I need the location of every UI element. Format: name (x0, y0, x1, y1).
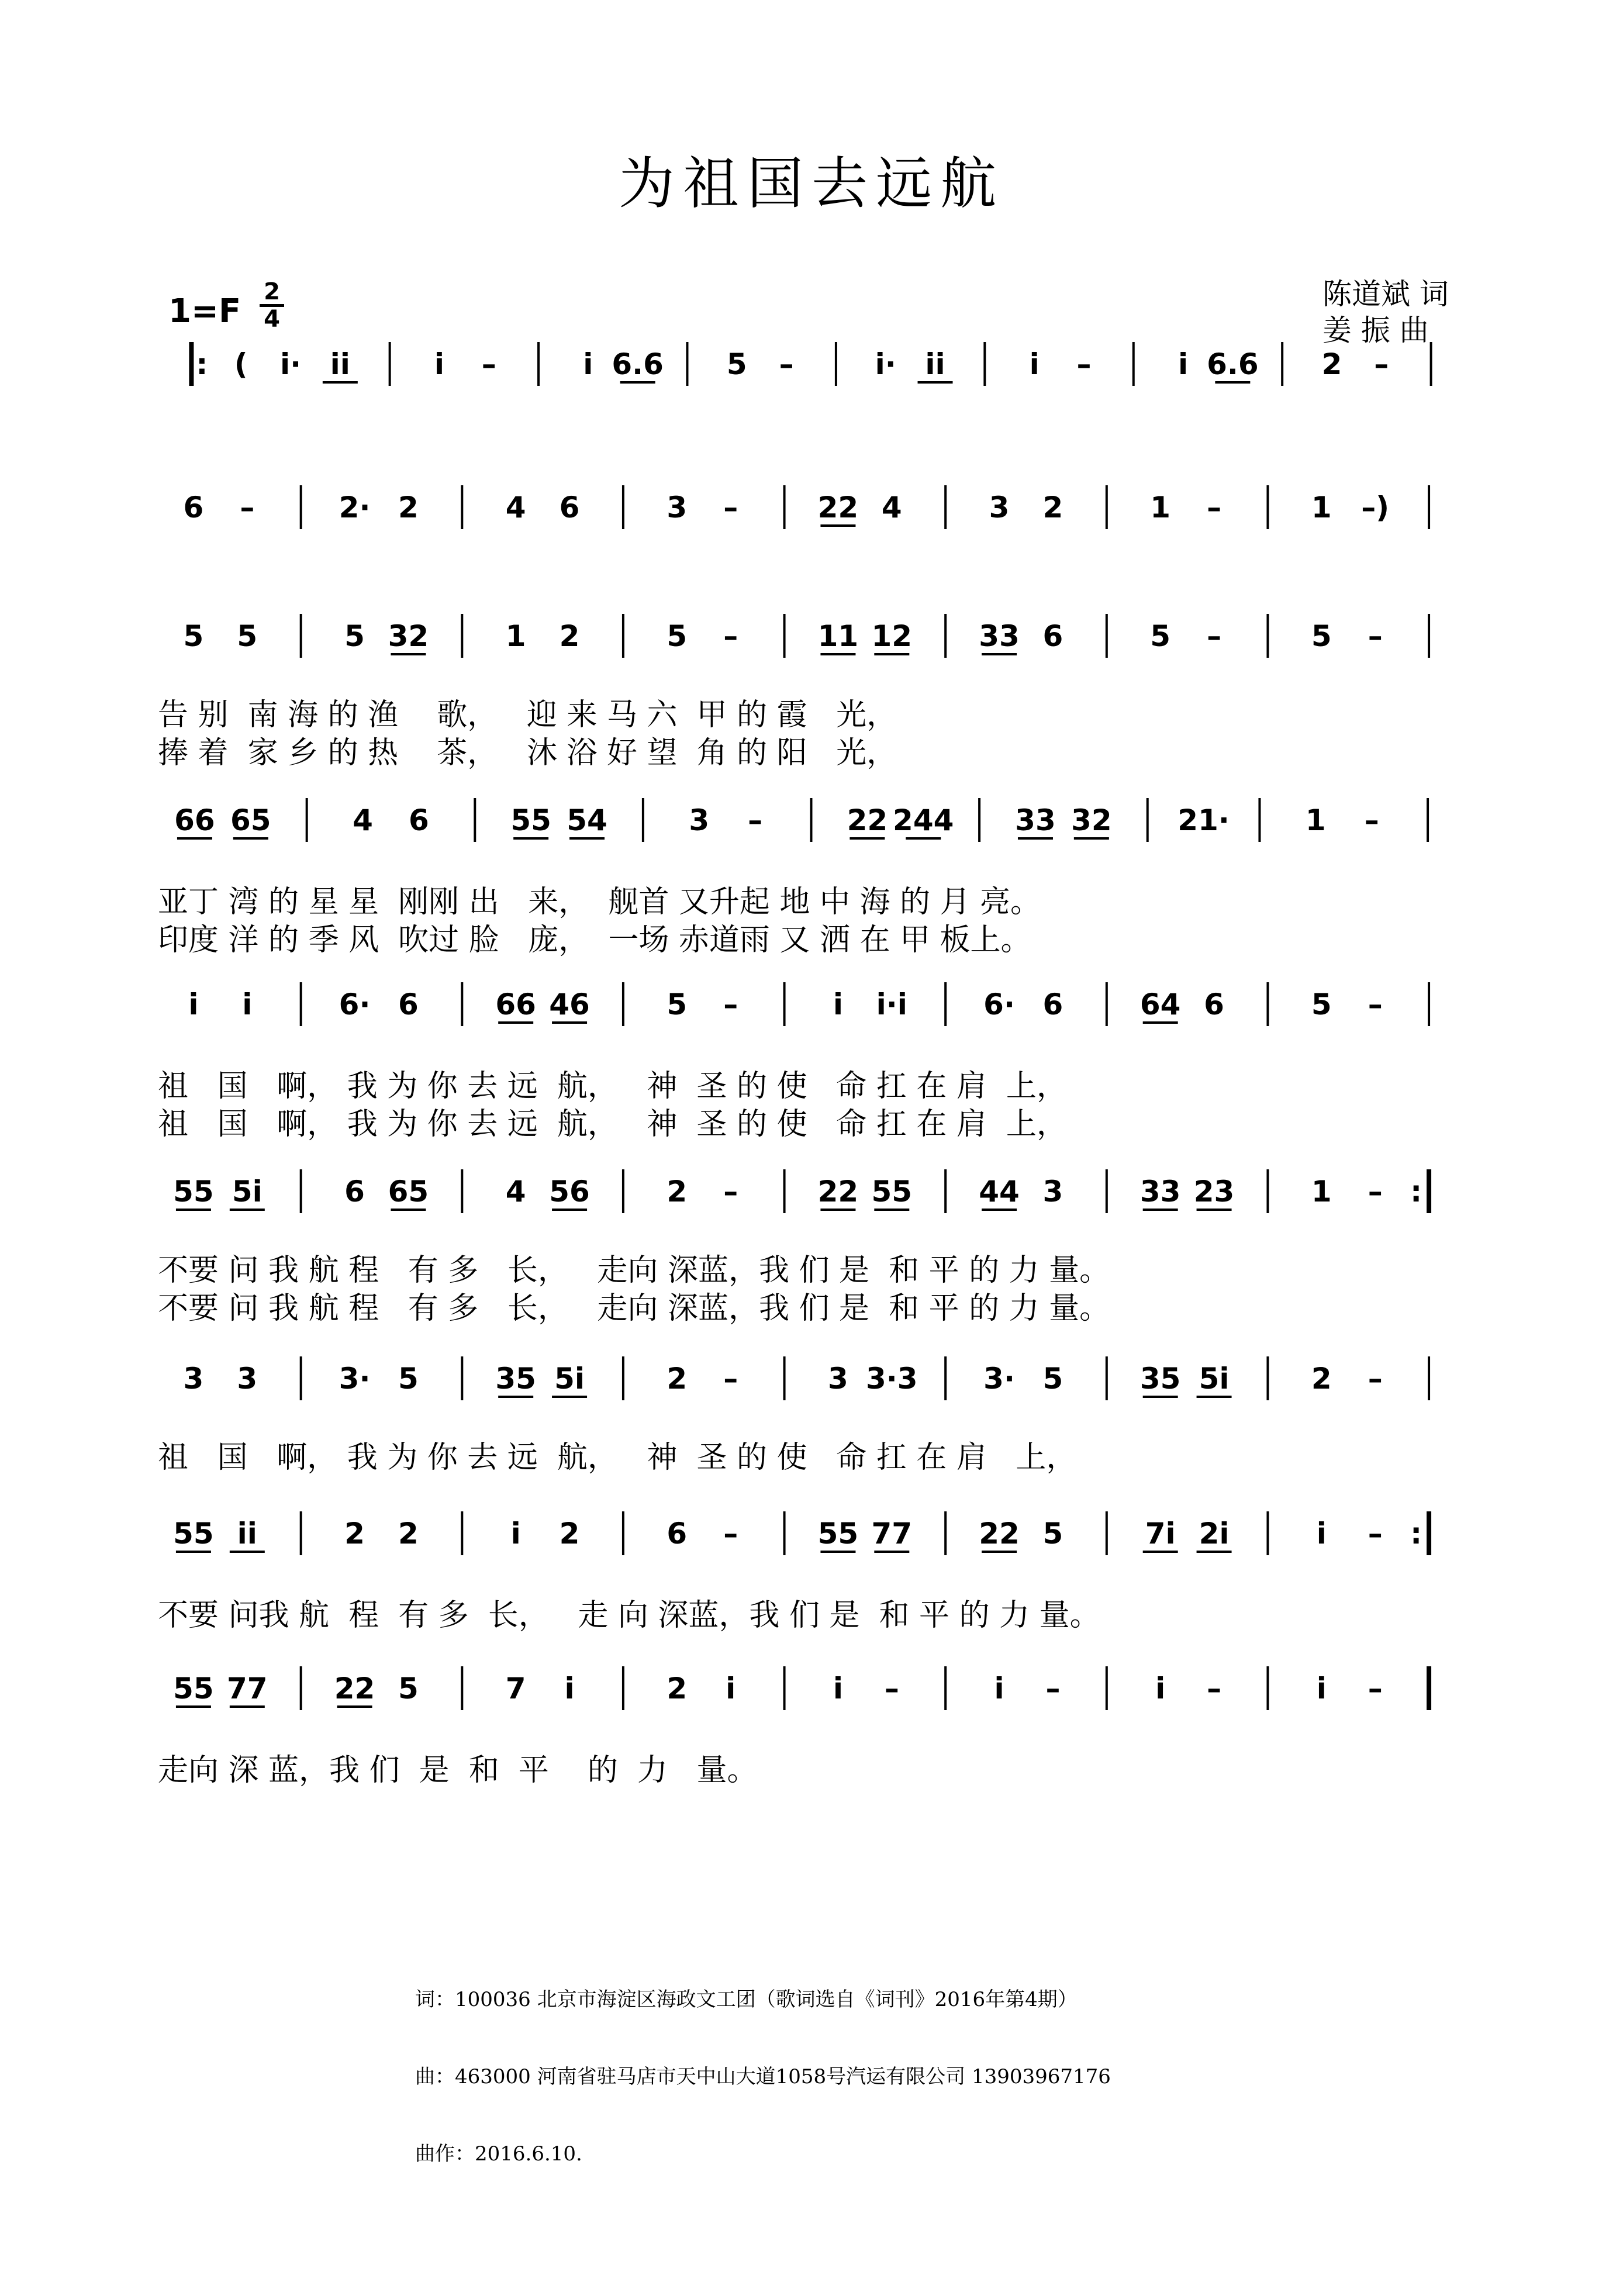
footer-date: 曲作：2016.6.10. (415, 2142, 582, 2166)
note: 65 (230, 803, 271, 837)
note: 5 (344, 619, 365, 653)
note: i (510, 1517, 521, 1551)
note: 35 (1139, 1362, 1181, 1396)
repeat-sign: : (1410, 1175, 1422, 1209)
note: 6· (339, 988, 371, 1021)
note: i (1155, 1672, 1166, 1705)
note: 7 (505, 1672, 526, 1705)
note: 3 (689, 803, 710, 837)
note: ii (330, 347, 350, 381)
note: 22 (979, 1517, 1020, 1551)
footer-notes (415, 1935, 1111, 2218)
note: 5 (398, 1672, 419, 1705)
note: 3 (667, 491, 688, 524)
note: – (240, 491, 255, 524)
note: i (188, 988, 199, 1021)
note: – (1368, 988, 1383, 1021)
note: – (1364, 803, 1379, 837)
note: 3· (983, 1362, 1015, 1396)
note: 5 (1311, 988, 1332, 1021)
note: 6.6 (1207, 347, 1259, 381)
note: – (723, 491, 738, 524)
note: – (1368, 1672, 1383, 1705)
note: – (723, 1175, 738, 1209)
note: i (833, 988, 844, 1021)
note: 32 (388, 619, 429, 653)
note: 2 (1042, 491, 1063, 524)
note: 4 (881, 491, 902, 524)
meter-top: 2 (264, 278, 280, 305)
note: ii (237, 1517, 257, 1551)
note: 6 (1042, 619, 1063, 653)
note: 55 (817, 1517, 859, 1551)
note: 2 (398, 1517, 419, 1551)
note: 2i (1199, 1517, 1230, 1551)
note: 2 (559, 1517, 580, 1551)
note: 55 (173, 1175, 214, 1209)
note: 2 (344, 1517, 365, 1551)
note: 6 (1042, 988, 1063, 1021)
note: 2 (559, 619, 580, 653)
note: 77 (227, 1672, 268, 1705)
note: – (1076, 347, 1092, 381)
note: 23 (1193, 1175, 1235, 1209)
composer-credit: 姜 振 曲 (1322, 313, 1429, 347)
note: i (242, 988, 253, 1021)
lyric-line: 捧 着 家 乡 的 热 茶， 沐 浴 好 望 角 的 阳 光， (158, 736, 897, 771)
lyric-line: 不要 问我 航 程 有 多 长， 走 向 深蓝，我 们 是 和 平 的 力 量。 (158, 1598, 1100, 1633)
note: i (833, 1672, 844, 1705)
note: 55 (173, 1517, 214, 1551)
note: 5i (232, 1175, 263, 1209)
note: i (1316, 1672, 1327, 1705)
note: 3 (237, 1362, 258, 1396)
note: 21· (1177, 803, 1230, 837)
note: – (1368, 1362, 1383, 1396)
lyric-line: 祖 国 啊， 我 为 你 去 远 航， 神 圣 的 使 命 扛 在 肩 上， (158, 1069, 1067, 1104)
note: 33 (1015, 803, 1056, 837)
note: 22 (817, 1175, 859, 1209)
note: 55 (173, 1672, 214, 1705)
note: 5 (667, 619, 688, 653)
note: – (1368, 619, 1383, 653)
note: 12 (871, 619, 913, 653)
lyric-line: 印度 洋 的 季 风 吹过 脸 庞， 一场 赤道雨 又 洒 在 甲 板上。 (158, 923, 1031, 958)
note: 22 (817, 491, 859, 524)
note: 22 (334, 1672, 375, 1705)
note: 5 (726, 347, 747, 381)
note: 5 (667, 988, 688, 1021)
note: 2 (667, 1362, 688, 1396)
note: 2 (667, 1672, 688, 1705)
note: 5 (1042, 1362, 1063, 1396)
note: 1 (1311, 1175, 1332, 1209)
note: 244 (893, 803, 954, 837)
key-signature: 1=F (168, 292, 241, 330)
note: ii (925, 347, 945, 381)
repeat-sign: : (1410, 1517, 1422, 1551)
note: – (723, 1517, 738, 1551)
lyric-line: 告 别 南 海 的 渔 歌， 迎 来 马 六 甲 的 霞 光， (158, 698, 897, 733)
note: 6 (398, 988, 419, 1021)
note: 1 (1311, 491, 1332, 524)
note: i (434, 347, 445, 381)
note: ( (234, 347, 248, 381)
note: –) (1361, 491, 1390, 524)
note: – (1207, 1672, 1222, 1705)
note: 6 (667, 1517, 688, 1551)
note: 4 (353, 803, 373, 837)
footer-lyricist: 词：100036 北京市海淀区海政文工团（歌词选自《词刊》2016年第4期） (415, 1988, 1078, 2011)
note: – (723, 1362, 738, 1396)
lyric-line: 祖 国 啊， 我 为 你 去 远 航， 神 圣 的 使 命 扛 在 肩 上， (158, 1107, 1067, 1142)
note: i· (279, 347, 302, 381)
note: 6 (183, 491, 204, 524)
note: 46 (549, 988, 590, 1021)
note: 44 (979, 1175, 1020, 1209)
note: 3 (989, 491, 1010, 524)
note: 6 (1204, 988, 1224, 1021)
note: 6.6 (612, 347, 664, 381)
note: 4 (505, 491, 526, 524)
note: 5 (1150, 619, 1171, 653)
note: 5i (1199, 1362, 1230, 1396)
note: 5 (1311, 619, 1332, 653)
note: 66 (495, 988, 536, 1021)
note: 2 (1321, 347, 1342, 381)
note: 3·3 (866, 1362, 918, 1396)
footer-composer: 曲：463000 河南省驻马店市天中山大道1058号汽运有限公司 13903967176 (415, 2065, 1111, 2088)
note: – (723, 988, 738, 1021)
note: 65 (388, 1175, 429, 1209)
note: 11 (817, 619, 859, 653)
note: i (726, 1672, 736, 1705)
note: – (1207, 491, 1222, 524)
note: i (1029, 347, 1040, 381)
note: 32 (1071, 803, 1112, 837)
repeat-sign: : (196, 347, 208, 381)
note: 6 (559, 491, 580, 524)
note: i (1177, 347, 1189, 381)
note: i (583, 347, 593, 381)
note: 5 (183, 619, 204, 653)
note: i (1316, 1517, 1327, 1551)
note: 55 (510, 803, 551, 837)
lyric-line: 不要 问 我 航 程 有 多 长， 走向 深蓝，我 们 是 和 平 的 力 量。 (158, 1253, 1110, 1288)
note: 2 (667, 1175, 688, 1209)
note: 77 (871, 1517, 913, 1551)
note: – (1045, 1672, 1061, 1705)
note: i· (875, 347, 896, 381)
lyric-line: 亚丁 湾 的 星 星 刚刚 出 来， 舰首 又升起 地 中 海 的 月 亮。 (158, 885, 1041, 920)
lyric-line: 祖 国 啊， 我 为 你 去 远 航， 神 圣 的 使 命 扛 在 肩 上， (158, 1440, 1077, 1475)
note: 5i (554, 1362, 585, 1396)
note: – (748, 803, 763, 837)
note: 22 (847, 803, 888, 837)
note: 1 (505, 619, 526, 653)
note: – (1368, 1175, 1383, 1209)
note: 6· (983, 988, 1015, 1021)
note: – (481, 347, 496, 381)
note: 3 (183, 1362, 204, 1396)
note: 54 (567, 803, 607, 837)
note: 56 (549, 1175, 590, 1209)
lyric-line: 不要 问 我 航 程 有 多 长， 走向 深蓝，我 们 是 和 平 的 力 量。 (158, 1291, 1110, 1326)
note: i·i (876, 988, 907, 1021)
note: – (1207, 619, 1222, 653)
note: 2 (398, 491, 419, 524)
note: 64 (1139, 988, 1181, 1021)
note: – (884, 1672, 899, 1705)
meter-bottom: 4 (264, 306, 280, 333)
note: i (994, 1672, 1004, 1705)
note: – (1368, 1517, 1383, 1551)
note: 6 (409, 803, 429, 837)
note: 2 (1311, 1362, 1332, 1396)
note: 55 (871, 1175, 913, 1209)
note: – (779, 347, 794, 381)
note: 3 (828, 1362, 848, 1396)
note: 35 (495, 1362, 536, 1396)
note: 33 (979, 619, 1020, 653)
note: 33 (1139, 1175, 1181, 1209)
note: i (564, 1672, 575, 1705)
lyricist-credit: 陈道斌 词 (1322, 277, 1449, 311)
note: 2· (339, 491, 371, 524)
song-title: 为祖国去远航 (619, 151, 1004, 216)
note: 6 (344, 1175, 365, 1209)
note: 4 (505, 1175, 526, 1209)
note: 1 (1305, 803, 1326, 837)
note: 66 (174, 803, 215, 837)
note: 3 (1042, 1175, 1063, 1209)
note: – (723, 619, 738, 653)
note: 3· (339, 1362, 371, 1396)
note: 5 (398, 1362, 419, 1396)
note: 5 (1042, 1517, 1063, 1551)
note: 5 (237, 619, 258, 653)
lyric-line: 走向 深 蓝，我 们 是 和 平 的 力 量。 (158, 1753, 758, 1788)
note: 1 (1150, 491, 1171, 524)
note: 7i (1145, 1517, 1176, 1551)
note: – (1374, 347, 1389, 381)
